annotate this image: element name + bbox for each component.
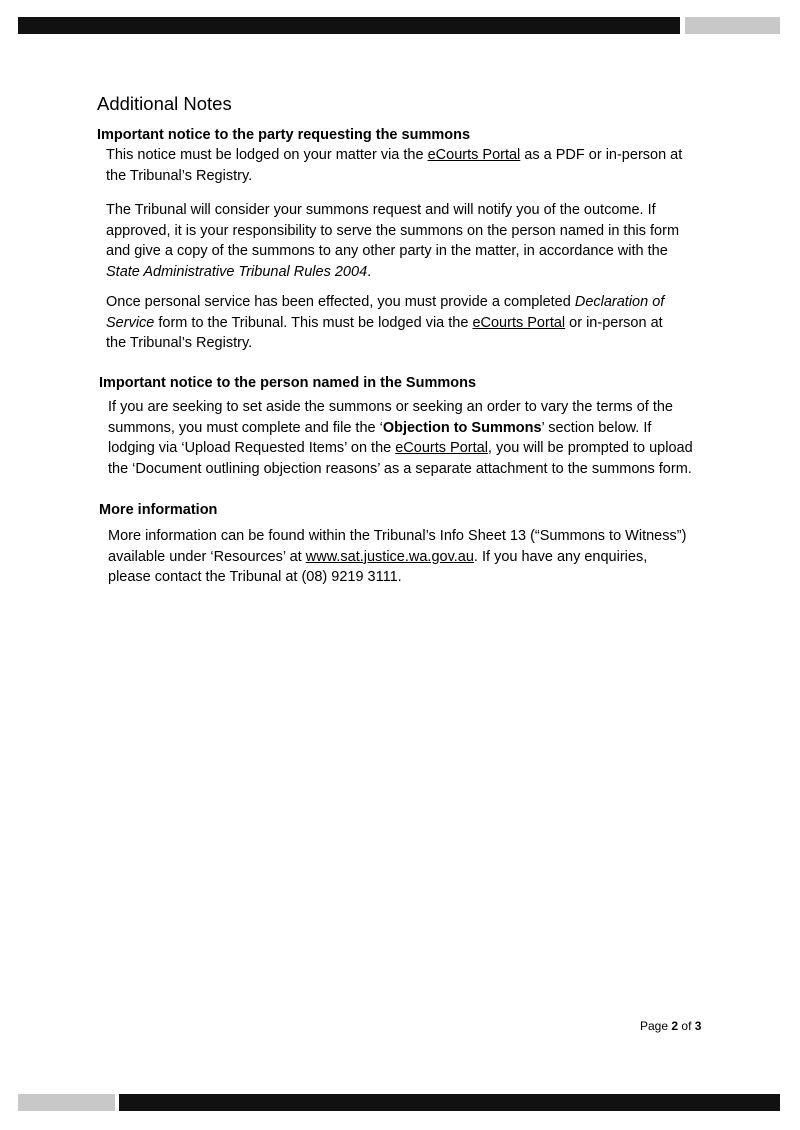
- page-number: Page 2 of 3: [640, 1019, 702, 1033]
- current-page-number: 2: [671, 1019, 679, 1033]
- header-bar-dark: [18, 17, 680, 34]
- objection-to-summons-label: Objection to Summons: [382, 419, 542, 436]
- requesting-party-paragraph-2: The Tribunal will consider your summons request and will notify you of the outcome. If approved, it is your responsibility to serve the summons on the person named in this form and give a copy of the summons to any other party in the matter, in accordance with the State Administrative Tribunal Rules 2004.: [106, 202, 680, 280]
- rules-citation: State Administrative Tribunal Rules 2004: [106, 263, 368, 280]
- ecourts-portal-link[interactable]: eCourts Portal: [472, 314, 566, 331]
- section-heading-more-information: More information: [99, 502, 218, 518]
- total-page-number: 3: [694, 1019, 702, 1033]
- section-heading-named-person: Important notice to the person named in the Summons: [99, 375, 477, 391]
- page-title: Additional Notes: [97, 93, 232, 114]
- section-heading-requesting-party: Important notice to the party requesting the summons: [97, 127, 471, 143]
- sat-website-link[interactable]: www.sat.justice.wa.gov.au: [305, 548, 474, 565]
- more-information-paragraph: More information can be found within the Tribunal’s Info Sheet 13 (“Summons to Witness”) available under ‘Resources’ at www.sat.justice.wa.gov.au. If you have any enquiries, please contact the Tribunal at (08) 9219 3111.: [108, 528, 687, 585]
- ecourts-portal-link[interactable]: eCourts Portal: [395, 440, 488, 456]
- requesting-party-paragraph-3: Once personal service has been effected, you must provide a completed Declaration of Service form to the Tribunal. This must be lodged via the eCourts Portal or in-person at the Tribunal’s Registry.: [106, 294, 665, 351]
- footer-bar-dark: [119, 1094, 780, 1111]
- requesting-party-paragraph-1: This notice must be lodged on your matter via the eCourts Portal as a PDF or in-person at the Tribunal’s Registry.: [106, 147, 683, 184]
- named-person-paragraph: If you are seeking to set aside the summons or seeking an order to vary the terms of the summons, you must complete and file the ‘Objection to Summons’ section below. If lodging via ‘Upload Requested Items’ on the eCourts Portal, you will be prompted to upload the ‘Document outlining objection reasons’ as a separate attachment to the summons form.: [108, 399, 693, 477]
- header-bar-light: [685, 17, 780, 34]
- ecourts-portal-link[interactable]: eCourts Portal: [427, 147, 521, 163]
- footer-bar-light: [18, 1094, 115, 1111]
